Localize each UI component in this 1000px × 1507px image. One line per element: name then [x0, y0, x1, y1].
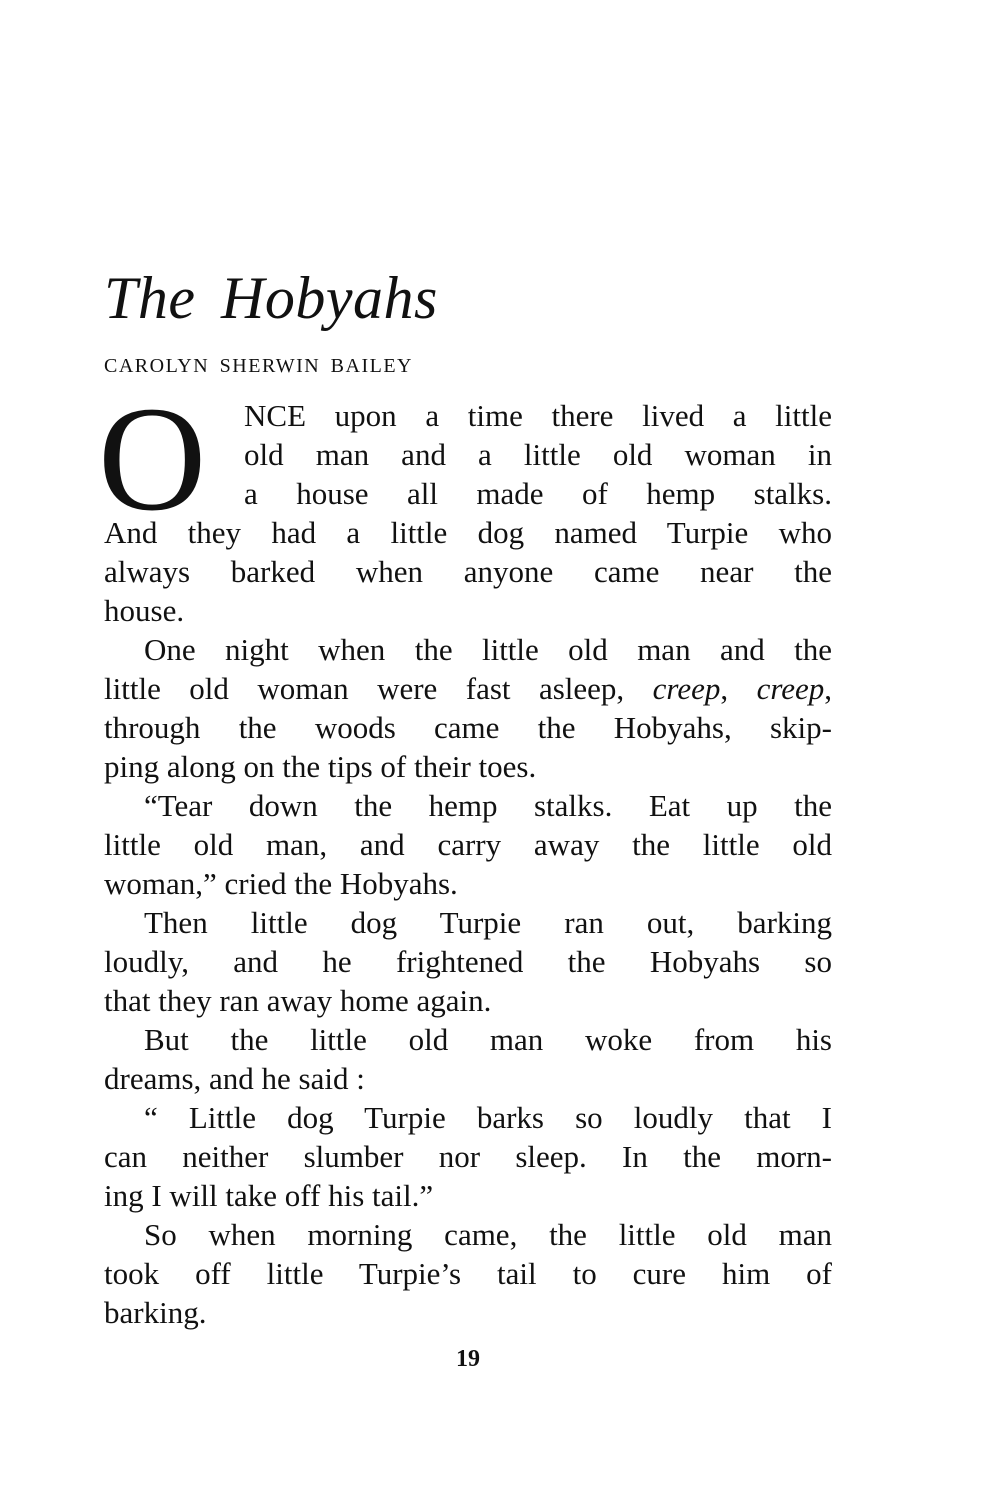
text-line: house.	[104, 593, 185, 628]
text-line: woman,” cried the Hobyahs.	[104, 866, 458, 901]
text-line: Then little dog Turpie ran out, barking	[144, 905, 832, 940]
story-text-lines	[104, 396, 832, 1332]
text-line: barking.	[104, 1295, 207, 1330]
text-line: dreams, and he said :	[104, 1061, 365, 1096]
story-title: The Hobyahs	[104, 265, 438, 331]
text-line: that they ran away home again.	[104, 983, 492, 1018]
text-line: a house all made of hemp stalks.	[244, 476, 832, 511]
text-line: One night when the little old man and the	[144, 632, 832, 667]
text-line: took off little Turpie’s tail to cure him of	[104, 1256, 832, 1291]
text-line: “Tear down the hemp stalks. Eat up the	[144, 788, 832, 823]
text-line: But the little old man woke from his	[144, 1022, 832, 1057]
text-line: can neither slumber nor sleep. In the morn-	[104, 1139, 832, 1174]
text-line: “ Little dog Turpie barks so loudly that I	[144, 1100, 832, 1135]
text-line: NCE upon a time there lived a little	[244, 398, 832, 433]
story-body	[98, 376, 833, 1332]
text-line: always barked when anyone came near the	[104, 554, 832, 589]
author-name: CAROLYN SHERWIN BAILEY	[104, 355, 413, 377]
text-line: And they had a little dog named Turpie who	[104, 515, 832, 550]
page-number: 19	[456, 1346, 480, 1372]
text-line: loudly, and he frightened the Hobyahs so	[104, 944, 832, 979]
text-line: ing I will take off his tail.”	[104, 1178, 434, 1213]
book-page	[98, 0, 833, 1507]
text-line: old man and a little old woman in	[244, 437, 832, 472]
text-line: ping along on the tips of their toes.	[104, 749, 537, 784]
text-line: through the woods came the Hobyahs, skip-	[104, 710, 832, 745]
text-line: little old man, and carry away the little old	[104, 827, 832, 862]
drop-cap-letter: O	[98, 376, 207, 542]
text-line: So when morning came, the little old man	[144, 1217, 832, 1252]
text-line: little old woman were fast asleep, creep, creep,	[104, 671, 833, 706]
